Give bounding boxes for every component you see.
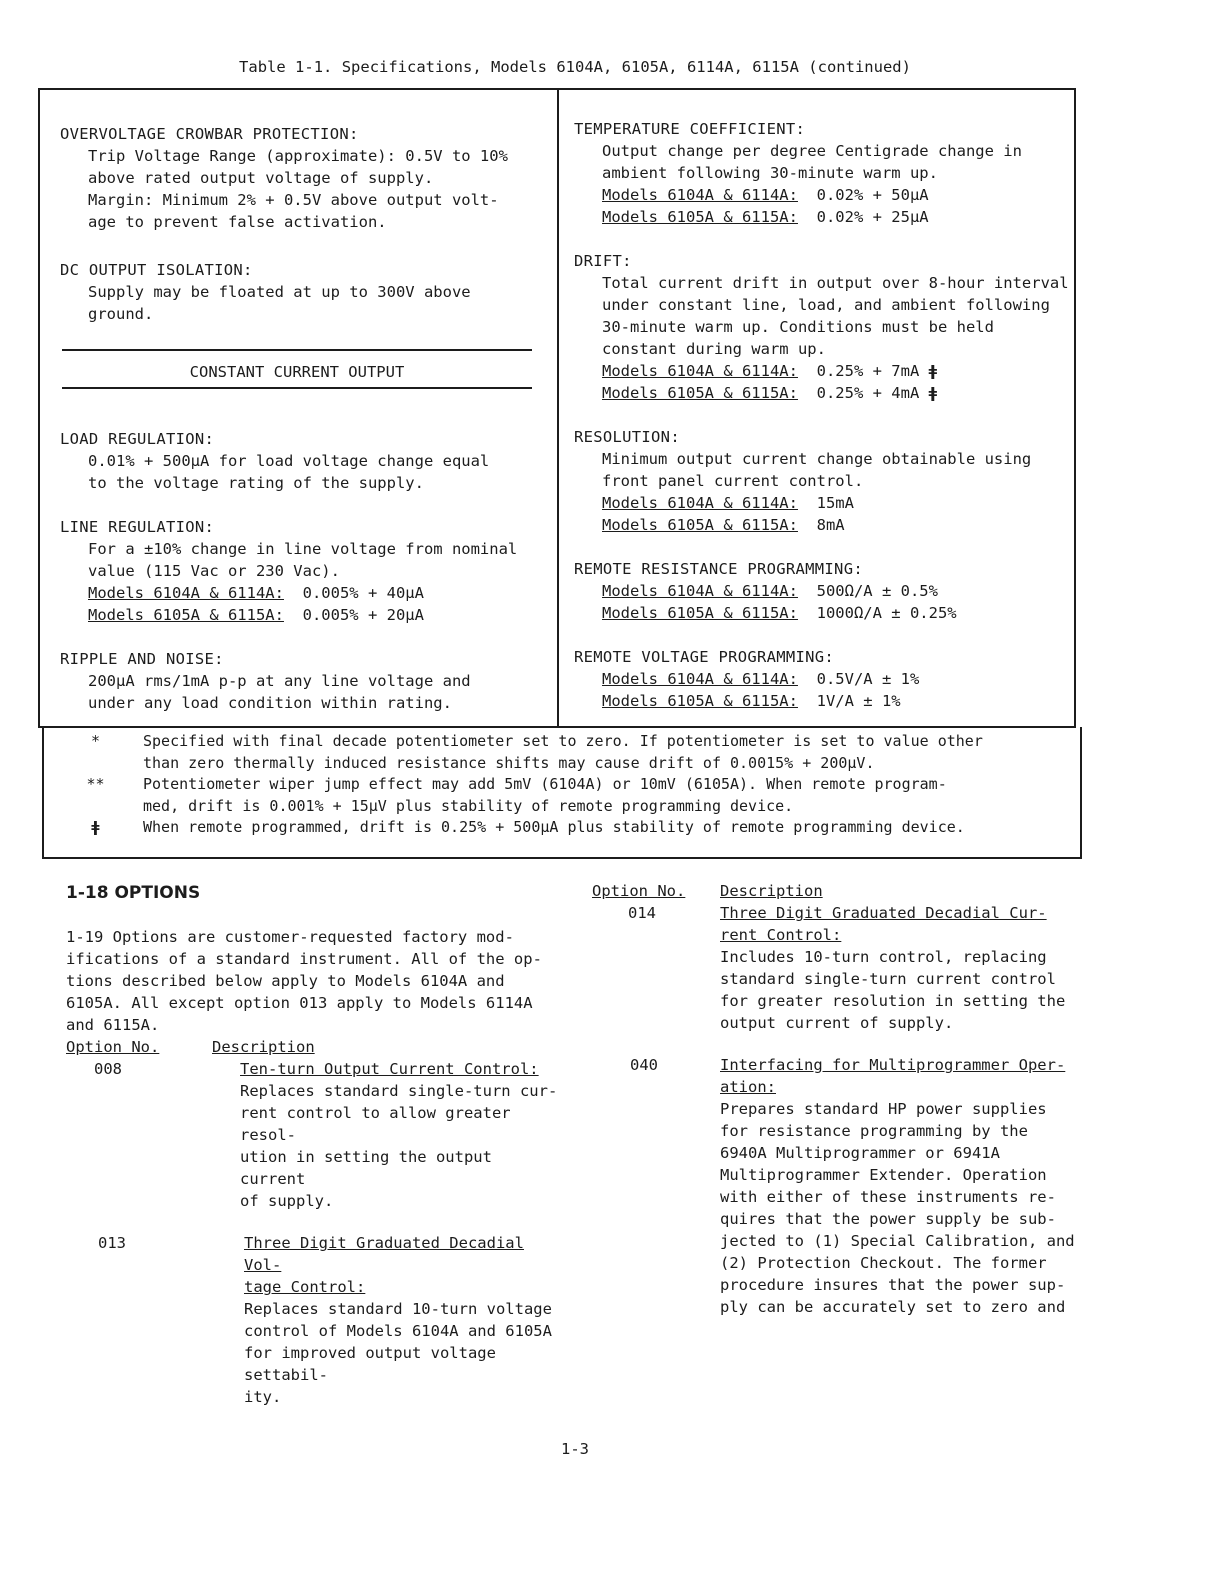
text-line: 1-19 Options are customer-requested factory mod- [66, 928, 514, 946]
text-line: to the voltage rating of the supply. [88, 474, 424, 492]
option-title: ation: [720, 1078, 776, 1096]
model-value: 0.02% + 50µA [816, 186, 929, 204]
option-title: Ten-turn Output Current Control: [240, 1060, 539, 1078]
option-title: Three Digit Graduated Decadial Cur- [720, 904, 1047, 922]
text-line: ply can be accurately set to zero and [720, 1298, 1066, 1316]
model-value: 0.02% + 25µA [816, 208, 929, 226]
text-line: under constant line, load, and ambient following [602, 296, 1050, 314]
model-value: 500Ω/A ± 0.5% [816, 582, 938, 600]
col-description: Description [720, 882, 823, 900]
text-line: ambient following 30-minute warm up. [602, 164, 938, 182]
text-line: For a ±10% change in line voltage from nominal [88, 540, 518, 558]
option-row [66, 1058, 566, 1212]
spec-left-column-lower [60, 428, 550, 732]
footnote [48, 774, 1078, 796]
text-line: quires that the power supply be sub- [720, 1210, 1056, 1228]
model-label: Models 6104A & 6114A: [602, 494, 798, 512]
text-line: age to prevent false activation. [88, 213, 387, 231]
text-line: Output change per degree Centigrade change in [602, 142, 1022, 160]
option-number: 040 [630, 1056, 658, 1074]
col-description: Description [212, 1038, 315, 1056]
footnote-text: med, drift is 0.001% + 15µV plus stability of remote programming device. [143, 796, 794, 815]
text-line: (2) Protection Checkout. The former [720, 1254, 1047, 1272]
text-line: for resistance programming by the [720, 1122, 1028, 1140]
text-line: Supply may be floated at up to 300V above [88, 283, 471, 301]
text-line: Replaces standard single-turn cur- [240, 1082, 558, 1100]
model-value: 15mA [816, 494, 854, 512]
model-value: 0.5V/A ± 1% [816, 670, 920, 688]
option-title: Three Digit Graduated Decadial Vol- [244, 1234, 524, 1274]
model-label: Models 6105A & 6115A: [88, 606, 284, 624]
resolution-section [574, 426, 1069, 536]
remote-voltage-section [574, 646, 1069, 712]
model-label: Models 6105A & 6115A: [602, 516, 798, 534]
page-number: 1-3 [561, 1440, 589, 1458]
text-line: ifications of a standard instrument. All of the op- [66, 950, 542, 968]
text-line: for improved output voltage settabil- [244, 1344, 496, 1384]
text-line: Includes 10-turn control, replacing [720, 948, 1047, 966]
footnote-mark: ǂ [91, 818, 100, 836]
option-number: 013 [98, 1234, 126, 1252]
section-title: LOAD REGULATION: [60, 430, 215, 448]
col-cell [720, 880, 1082, 902]
text-line: 6940A Multiprogrammer or 6941A [720, 1144, 1000, 1162]
text-line: procedure insures that the power sup- [720, 1276, 1066, 1294]
model-label: Models 6104A & 6114A: [602, 670, 798, 688]
col-cell [212, 1036, 566, 1058]
option-title: tage Control: [244, 1278, 366, 1296]
section-title: REMOTE RESISTANCE PROGRAMMING: [574, 560, 863, 578]
option-number: 008 [94, 1060, 122, 1078]
model-label: Models 6104A & 6114A: [602, 582, 798, 600]
footnote-text: Specified with final decade potentiometer set to zero. If potentiometer is set to value other [143, 732, 983, 750]
model-label: Models 6104A & 6114A: [602, 186, 798, 204]
double-dagger-mark: ǂ [928, 362, 938, 380]
spec-left-column [60, 123, 540, 343]
model-value: 0.005% + 20µA [302, 606, 424, 624]
model-value: 0.25% + 4mA [816, 384, 920, 402]
model-value: 0.25% + 7mA [816, 362, 920, 380]
text-line: for greater resolution in setting the [720, 992, 1066, 1010]
footnote-text: Potentiometer wiper jump effect may add 5mV (6104A) or 10mV (6105A). When remote program- [143, 775, 947, 793]
text-line: Total current drift in output over 8-hour interval [602, 274, 1069, 292]
option-row [66, 1232, 566, 1408]
line-regulation-section [60, 516, 550, 626]
model-row [574, 602, 1069, 624]
section-title: TEMPERATURE COEFFICIENT: [574, 120, 806, 138]
text-line: ground. [88, 305, 154, 323]
model-value: 0.005% + 40µA [302, 584, 424, 602]
model-row [574, 580, 1069, 602]
text-line: and 6115A. [66, 1016, 160, 1034]
footnote-text: than zero thermally induced resistance shifts may cause drift of 0.0015% + 200µV. [143, 753, 875, 772]
ripple-noise-section [60, 648, 550, 714]
text-line: 6105A. All except option 013 apply to Models 6114A [66, 994, 533, 1012]
options-table-left [66, 1036, 566, 1426]
model-row [574, 668, 1069, 690]
footnote-text: When remote programmed, drift is 0.25% + 500µA plus stability of remote programming device. [143, 818, 965, 836]
isolation-section [60, 259, 540, 325]
text-line: Trip Voltage Range (approximate): 0.5V to 10% [88, 147, 508, 165]
text-line: Minimum output current change obtainable using [602, 450, 1032, 468]
text-line: 30-minute warm up. Conditions must be held [602, 318, 994, 336]
text-line: ity. [244, 1388, 282, 1406]
model-row [60, 582, 550, 604]
text-line: with either of these instruments re- [720, 1188, 1056, 1206]
text-line: Margin: Minimum 2% + 0.5V above output volt- [88, 191, 499, 209]
option-description [720, 902, 1082, 1034]
text-line: rent control to allow greater resol- [240, 1104, 511, 1144]
option-number: 014 [628, 904, 656, 922]
options-table-right [592, 880, 1082, 1336]
text-line: above rated output voltage of supply. [88, 169, 434, 187]
option-description [720, 1054, 1082, 1318]
option-row [592, 1054, 1082, 1318]
cc-rule-bottom [62, 387, 532, 389]
model-row [60, 604, 550, 626]
spec-table-divider [557, 88, 559, 728]
section-title: DRIFT: [574, 252, 632, 270]
text-line: Prepares standard HP power supplies [720, 1100, 1047, 1118]
section-title: REMOTE VOLTAGE PROGRAMMING: [574, 648, 835, 666]
section-title: OVERVOLTAGE CROWBAR PROTECTION: [60, 125, 359, 143]
text-line: of supply. [240, 1192, 334, 1210]
footnote-mark: * [90, 732, 101, 750]
option-title: Interfacing for Multiprogrammer Oper- [720, 1056, 1066, 1074]
options-header-row [592, 880, 1082, 902]
text-line: 200µA rms/1mA p-p at any line voltage and [88, 672, 471, 690]
section-title: RIPPLE AND NOISE: [60, 650, 224, 668]
model-label: Models 6104A & 6114A: [88, 584, 284, 602]
col-cell [592, 880, 720, 902]
text-line: Multiprogrammer Extender. Operation [720, 1166, 1047, 1184]
model-value: 8mA [816, 516, 845, 534]
spec-right-column [574, 118, 1069, 730]
text-line: under any load condition within rating. [88, 694, 452, 712]
model-value: 1V/A ± 1% [816, 692, 901, 710]
model-row [574, 690, 1069, 712]
tempco-section [574, 118, 1069, 228]
col-option-no: Option No. [592, 882, 686, 900]
text-line: front panel current control. [602, 472, 864, 490]
text-line: value (115 Vac or 230 Vac). [88, 562, 340, 580]
text-line: constant during warm up. [602, 340, 826, 358]
section-title: DC OUTPUT ISOLATION: [60, 261, 253, 279]
text-line: standard single-turn current control [720, 970, 1056, 988]
model-row [574, 514, 1069, 536]
model-row [574, 184, 1069, 206]
footnote-mark: ** [86, 775, 105, 793]
model-label: Models 6105A & 6115A: [602, 604, 798, 622]
options-heading: 1-18 OPTIONS [66, 883, 201, 903]
load-regulation-section [60, 428, 550, 494]
model-row [574, 206, 1069, 228]
text-line: control of Models 6104A and 6105A [244, 1322, 552, 1340]
section-title: RESOLUTION: [574, 428, 680, 446]
model-row [574, 360, 1069, 382]
table-caption: Table 1-1. Specifications, Models 6104A, 6105A, 6114A, 6115A (continued) [239, 58, 911, 76]
text-line: jected to (1) Special Calibration, and [720, 1232, 1075, 1250]
double-dagger-mark: ǂ [928, 384, 938, 402]
section-title: LINE REGULATION: [60, 518, 215, 536]
overvoltage-section [60, 123, 540, 233]
text-line: tions described below apply to Models 6104A and [66, 972, 505, 990]
model-row [574, 492, 1069, 514]
footnotes [48, 731, 1078, 839]
text-line: 0.01% + 500µA for load voltage change equal [88, 452, 490, 470]
text-line: Replaces standard 10-turn voltage [244, 1300, 552, 1318]
drift-section [574, 250, 1069, 404]
text-line: ution in setting the output current [240, 1148, 492, 1188]
cc-rule-top [62, 349, 532, 351]
option-title: rent Control: [720, 926, 842, 944]
model-label: Models 6105A & 6115A: [602, 384, 798, 402]
model-label: Models 6105A & 6115A: [602, 208, 798, 226]
options-intro [66, 926, 566, 1036]
col-option-no: Option No. [66, 1038, 160, 1056]
model-row [574, 382, 1069, 404]
footnote [48, 817, 1078, 839]
model-label: Models 6104A & 6114A: [602, 362, 798, 380]
model-value: 1000Ω/A ± 0.25% [816, 604, 957, 622]
option-row [592, 902, 1082, 1034]
col-cell [66, 1036, 212, 1058]
footnote [48, 731, 1078, 753]
cc-heading: CONSTANT CURRENT OUTPUT [189, 363, 405, 381]
remote-resistance-section [574, 558, 1069, 624]
option-description [244, 1232, 566, 1408]
text-line: output current of supply. [720, 1014, 954, 1032]
options-header-row [66, 1036, 566, 1058]
option-description [240, 1058, 566, 1212]
model-label: Models 6105A & 6115A: [602, 692, 798, 710]
